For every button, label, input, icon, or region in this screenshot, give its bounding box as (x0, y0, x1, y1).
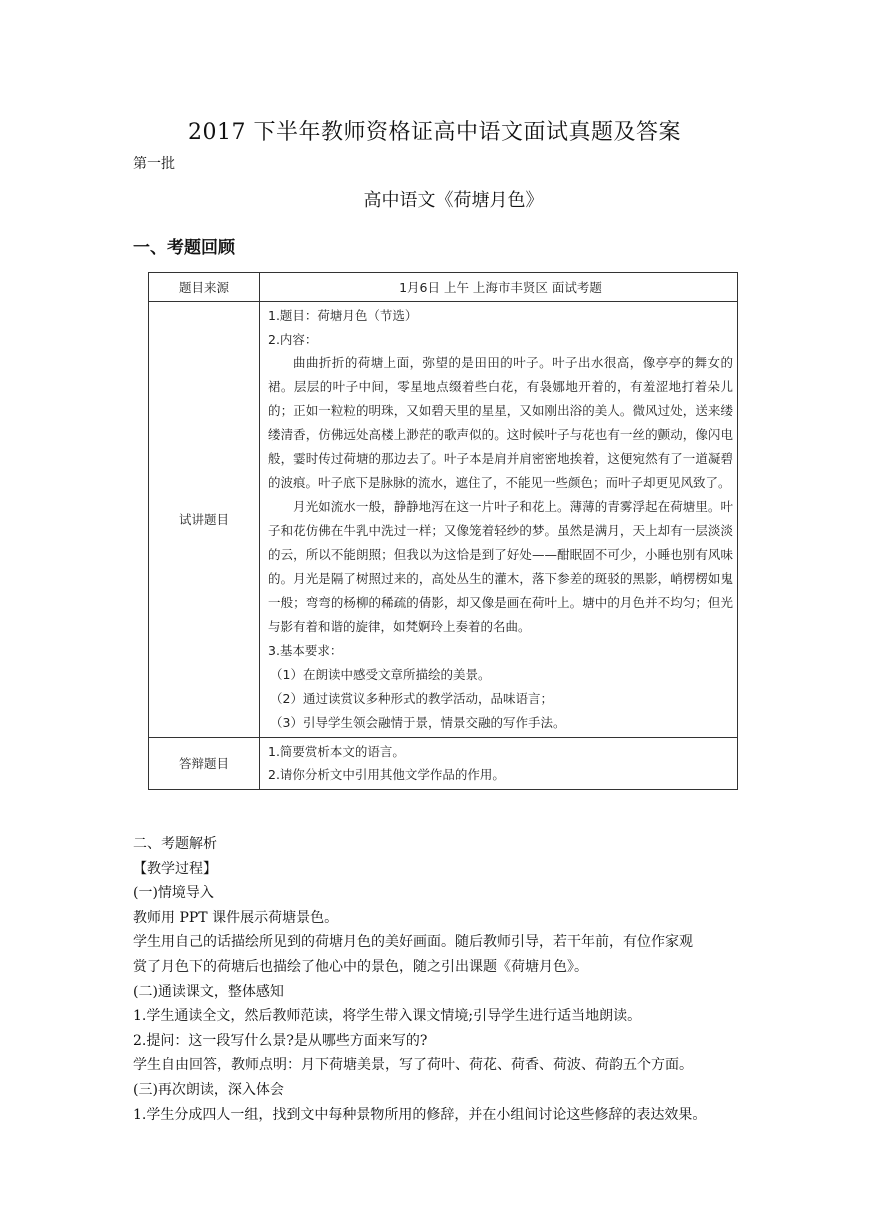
analysis-section (133, 832, 743, 1127)
requirement-item: （1）在朗读中感受文章所描绘的美景。 (270, 666, 491, 682)
teaching-process-heading: 【教学过程】 (133, 860, 217, 877)
table-row-defense (149, 737, 738, 789)
defense-item: 2.请你分析文中引用其他文学作品的作用。 (268, 767, 505, 782)
analysis-heading: 二、考题解析 (133, 836, 217, 852)
requirement-item: （3）引导学生领会融情于景，情景交融的写作手法。 (270, 714, 566, 730)
analysis-line: 赏了月色下的荷塘后也描绘了他心中的景色，随之引出课题《荷塘月色》。 (133, 958, 588, 975)
analysis-line: 1.学生分成四人一组，找到文中每种景物所用的修辞，并在小组间讨论这些修辞的表达效果。 (133, 1106, 707, 1123)
section-heading-review: 一、考题回顾 (133, 238, 235, 258)
analysis-line: 学生自由回答，教师点明：月下荷塘美景，写了荷叶、荷花、荷香、荷波、荷韵五个方面。 (133, 1057, 693, 1074)
step-heading: (三)再次朗读，深入体会 (133, 1081, 284, 1098)
analysis-line: 1.学生通读全文，然后教师范读，将学生带入课文情境;引导学生进行适当地朗读。 (133, 1008, 642, 1025)
source-label: 题目来源 (149, 273, 260, 302)
lecture-paragraph-1: 曲曲折折的荷塘上面，弥望的是田田的叶子。叶子出水很高，像亭亭的舞女的裙。层层的叶子中间，零星地点缀着些白花，有袅娜地开着的，有羞涩地打着朵儿的；正如一粒粒的明珠，又如碧天里的星星，又如刚出浴的美人。微风过处，送来缕缕清香，仿佛远处高楼上渺茫的歌声似的。这时候叶子与花也有一丝的颤动，像闪电般，霎时传过荷塘的那边去了。叶子本是肩并肩密密地挨着，这便宛然有了一道凝碧的波痕。叶子底下是脉脉的流水，遮住了，不能见一些颜色；而叶子却更见风致了。 (268, 355, 733, 490)
analysis-line: 2.提问：这一段写什么景?是从哪些方面来写的? (133, 1032, 428, 1049)
analysis-line: 学生用自己的话描绘所见到的荷塘月色的美好画面。随后教师引导，若干年前，有位作家观 (133, 934, 693, 951)
analysis-line: 教师用 PPT 课件展示荷塘景色。 (133, 909, 339, 926)
batch-label: 第一批 (133, 156, 175, 172)
defense-item: 1.简要赏析本文的语言。 (268, 743, 405, 759)
requirements-label: 3.基本要求： (268, 643, 343, 658)
step-heading: (二)通读课文，整体感知 (133, 983, 284, 1000)
question-table (148, 272, 738, 790)
defense-content (260, 737, 738, 789)
table-row-source (149, 273, 738, 302)
table-row-lecture (149, 302, 738, 738)
requirement-item: （2）通过读赏议多种形式的教学活动，品味语言； (270, 690, 553, 706)
step-heading: (一)情境导入 (133, 885, 214, 902)
lecture-content (260, 302, 738, 738)
lesson-title: 高中语文《荷塘月色》 (363, 190, 544, 211)
lecture-paragraph-2: 月光如流水一般，静静地泻在这一片叶子和花上。薄薄的青雾浮起在荷塘里。叶子和花仿佛在牛乳中洗过一样；又像笼着轻纱的梦。虽然是满月，天上却有一层淡淡的云，所以不能朗照；但我以为这恰是到了好处——酣眠固不可少，小睡也别有风味的。月光是隔了树照过来的，高处丛生的灌木，落下参差的斑驳的黑影，峭楞楞如鬼一般；弯弯的杨柳的稀疏的倩影，却又像是画在荷叶上。塘中的月色并不均匀；但光与影有着和谐的旋律，如梵婀玲上奏着的名曲。 (268, 499, 733, 634)
source-value: 1月6日 上午 上海市丰贤区 面试考题 (260, 273, 738, 302)
lecture-label: 试讲题目 (149, 302, 260, 738)
defense-label: 答辩题目 (149, 737, 260, 789)
lecture-content-label: 2.内容： (268, 331, 318, 347)
lecture-topic: 1.题目：荷塘月色（节选） (268, 308, 418, 323)
document-title: 2017 下半年教师资格证高中语文面试真题及答案 (188, 120, 681, 145)
